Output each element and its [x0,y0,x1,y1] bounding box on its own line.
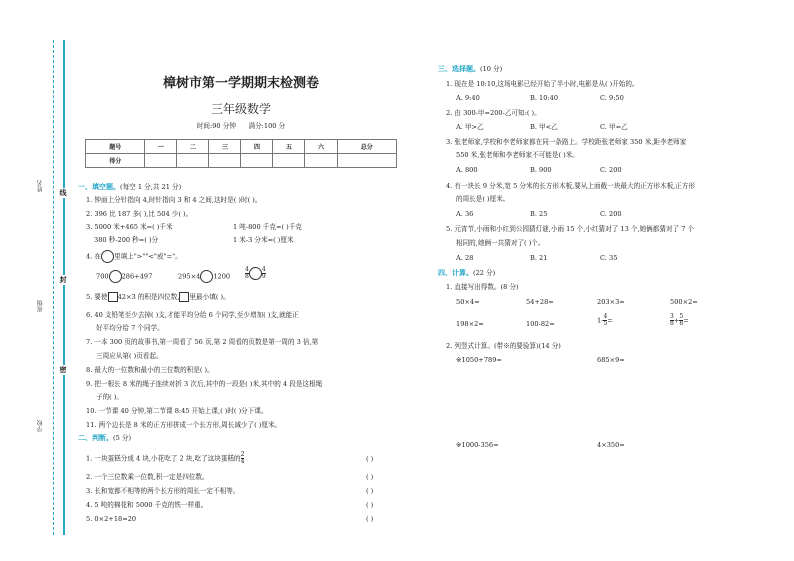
section3-score: (10 分) [480,65,503,73]
score-cell[interactable] [145,154,177,168]
score-cell[interactable] [273,154,305,168]
choice-opt[interactable]: C. 甲=乙 [600,123,628,131]
calc-item: 54+28= [526,298,554,306]
exam-info: 时间:90 分钟 满分:100 分 [196,122,286,130]
section2-heading [78,434,131,442]
calc-item-frac [597,314,613,327]
choice-opt[interactable]: C. 200 [600,166,622,174]
numerator: 4 [245,266,249,273]
score-cell[interactable] [337,154,397,168]
score-header-cell: 总分 [337,140,397,154]
score-header-cell: 二 [177,140,209,154]
circle-blank[interactable] [101,250,114,263]
section1-score: (每空 1 分,共 21 分) [120,183,182,191]
choice-q3a: 3. 张老师家,学校和李老师家都在同一条路上。学校距张老师家 350 米,距李老师家 [446,138,687,146]
choice-opt[interactable]: B. 21 [530,254,548,262]
choice-q4a: 4. 有一块长 9 分米,宽 5 分米的长方形木板,要从上面截一块最大的正方形木板,正方形 [446,182,696,190]
fill-q5-a: 5. 要使 [86,293,108,301]
section4-score: (22 分) [473,269,496,277]
fill-q3c: 380 秒-200 秒=( )分 [94,236,159,244]
fill-q9a: 9. 把一根长 8 米的绳子连续对折 3 次后,其中的一段是( )米,其中的 4 段是这根绳 [86,380,323,388]
seal-feng: 封 [57,275,69,285]
fill-q4 [86,250,182,263]
answer-paren[interactable]: ( ) [366,473,374,481]
judge-q2: 2. 一个三位数乘一位数,积一定是四位数。 [86,473,209,481]
denominator: 8 [670,320,674,327]
calc-text: + [673,316,680,325]
section4-title: 四、计算。 [438,268,473,277]
circle-blank[interactable] [109,270,122,283]
numerator: 3 [670,313,674,320]
score-table-score-row [86,154,397,168]
answer-paren[interactable]: ( ) [366,501,374,509]
fill-q3a: 3. 5000 米+465 米=( )千米 [86,223,173,231]
calc-item: 100-82= [526,320,555,328]
calc-text: = [683,316,689,325]
choice-opt[interactable]: A. 甲>乙 [456,123,484,131]
choice-opt[interactable]: C. 200 [600,210,622,218]
choice-opt[interactable]: A. 36 [456,210,474,218]
choice-q2: 2. 由 300-甲=200-乙可知:( )。 [446,109,541,117]
fill-q5 [86,292,230,302]
fraction [241,452,245,465]
fill-q2: 2. 396 比 187 多( ),比 504 少( )。 [86,210,193,218]
name-label: 姓名 [37,180,44,192]
score-cell[interactable] [305,154,337,168]
numerator: 5 [679,313,684,320]
square-blank[interactable] [108,292,118,302]
calc-item: 50×4= [456,298,480,306]
calc-item-frac-sum [670,314,689,327]
choice-opt[interactable]: B. 25 [530,210,548,218]
choice-q4b: 的周长是( )厘米。 [456,195,510,203]
choice-q3b: 550 米,张老师和李老师家不可能是( )米。 [456,151,579,159]
score-table-header-row [86,140,397,154]
score-header-cell: 五 [273,140,305,154]
fill-q8: 8. 最大的一位数和最小的三位数的积是( )。 [86,366,214,374]
class-label: 班级 [37,300,44,312]
calc-q2: 2. 列竖式计算。(带※的要验算)(14 分) [446,342,561,350]
judge-q3: 3. 长和宽都不相等的两个长方形的周长一定不相等。 [86,487,240,495]
compare-left: 295×4 [178,272,201,281]
fill-q4-pre: 4. 在 [86,252,101,261]
choice-opt[interactable]: C. 9:50 [600,94,624,102]
fill-q11: 11. 两个边长是 8 米的正方形拼成一个长方形,周长减少了( )厘米。 [86,421,282,429]
compare-right: 286+497 [121,272,153,281]
vertical-calc-item: ※1000-356= [456,441,499,449]
choice-q5b: 相同的,她俩一共猜对了( )个。 [456,239,545,247]
choice-opt[interactable]: A. 800 [456,166,478,174]
circle-blank[interactable] [200,270,213,283]
seal-mi: 密 [57,365,69,375]
choice-opt[interactable]: B. 900 [530,166,552,174]
choice-opt[interactable]: B. 甲<乙 [530,123,558,131]
fill-q3b: 1 吨-800 千克=( )千克 [233,223,302,231]
compare-left: 700 [96,272,109,281]
score-row-label: 得分 [86,154,145,168]
page-title: 樟树市第一学期期末检测卷 [162,76,319,91]
denominator: 8 [679,320,684,327]
judge-q5: 5. 0×2+18=20 [86,515,137,523]
numerator: 2 [240,451,245,458]
answer-paren[interactable]: ( ) [366,515,374,523]
compare-right: 1200 [213,272,231,281]
fill-q9b: 子的( )。 [96,393,124,401]
fill-q4-post: 里填上">""<"或"="。 [113,252,182,261]
score-cell[interactable] [209,154,241,168]
section2-title: 二、判断。 [78,433,113,442]
section2-score: (5 分) [113,434,132,442]
section4-heading [438,269,495,277]
compare-item-2 [178,270,230,283]
choice-opt[interactable]: A. 9:40 [456,94,480,102]
calc-item: 203×3= [597,298,625,306]
section3-title: 三、选择题。 [438,64,480,73]
score-header-cell: 四 [241,140,273,154]
denominator: 9 [261,273,266,280]
fill-q5-b: 42×3 的积是四位数, [117,293,180,301]
denominator: 5 [603,320,608,327]
binding-dashed-line [53,40,54,535]
score-header-cell: 六 [305,140,337,154]
score-table [85,139,397,168]
section3-heading [438,65,502,73]
fill-q1: 1. 钟面上分针指向 4,时针指向 3 和 4 之间,这时是( )时( )。 [86,196,262,204]
numerator: 4 [603,313,608,320]
choice-q5a: 5. 元宵节,小雨和小红到公园猜灯谜,小雨 15 个,小红猜对了 13 个,她俩都猜对了 7 个 [446,225,695,233]
calc-text: = [607,316,613,325]
choice-opt[interactable]: C. 35 [600,254,618,262]
fraction [262,267,266,280]
vertical-calc-item: 4×350= [597,441,625,449]
answer-paren[interactable]: ( ) [366,487,374,495]
score-cell[interactable] [241,154,273,168]
denominator: 4 [240,458,245,465]
answer-paren[interactable]: ( ) [366,455,374,463]
choice-q1: 1. 现在是 10:10,这场电影已经开始了半小时,电影是从( )开始的。 [446,80,639,88]
calc-item: 500×2= [670,298,698,306]
circle-blank[interactable] [249,267,262,280]
denominator: 8 [245,273,249,280]
fill-q7a: 7. 一本 300 页的故事书,第一周看了 56 页,第 2 周看的页数是第一周的 3 倍,第 [86,338,319,346]
fill-q3d: 1 米-3 分米=( )厘米 [233,236,294,244]
page-subtitle: 三年级数学 [210,102,271,116]
judge-q4: 4. 5 吨的棉花和 5000 千克的铁一样重。 [86,501,208,509]
score-header-cell: 一 [145,140,177,154]
judge-q1 [86,452,244,465]
judge-q1-text: 1. 一块蛋糕分成 4 块,小花吃了 2 块,吃了这块蛋糕的 [86,454,241,463]
section1-heading [78,183,181,191]
calc-q1: 1. 直接写出得数。(8 分) [446,283,519,291]
score-header-cell: 题号 [86,140,145,154]
fill-q6a: 6. 40 支铅笔至少去掉( )支,才能平均分给 6 个同学,至少增加( )支,就能正 [86,311,299,319]
square-blank[interactable] [179,292,189,302]
choice-opt[interactable]: B. 10:40 [530,94,559,102]
score-header-cell: 三 [209,140,241,154]
score-cell[interactable] [177,154,209,168]
calc-text: 1- [597,316,604,325]
school-label: 学校 [37,420,44,432]
fill-q5-c: 里最小填( )。 [189,293,230,301]
fill-q7b: 三周应从第( )页看起。 [96,352,163,360]
seal-xian: 线 [57,188,69,198]
compare-item-3 [245,267,266,280]
section1-title: 一、填空题。 [78,182,120,191]
binding-solid-line [63,40,65,535]
compare-item-1 [96,270,152,283]
vertical-calc-item: 685×9= [597,356,625,364]
vertical-calc-item: ※1050+789= [456,356,502,364]
numerator: 4 [261,266,266,273]
fill-q6b: 好平均分给 7 个同学。 [96,324,164,332]
calc-item: 198×2≈ [456,320,484,328]
choice-opt[interactable]: A. 28 [456,254,474,262]
fill-q10: 10. 一节课 40 分钟,第二节课 8:45 开始上课,( )时( )分下课。 [86,407,268,415]
